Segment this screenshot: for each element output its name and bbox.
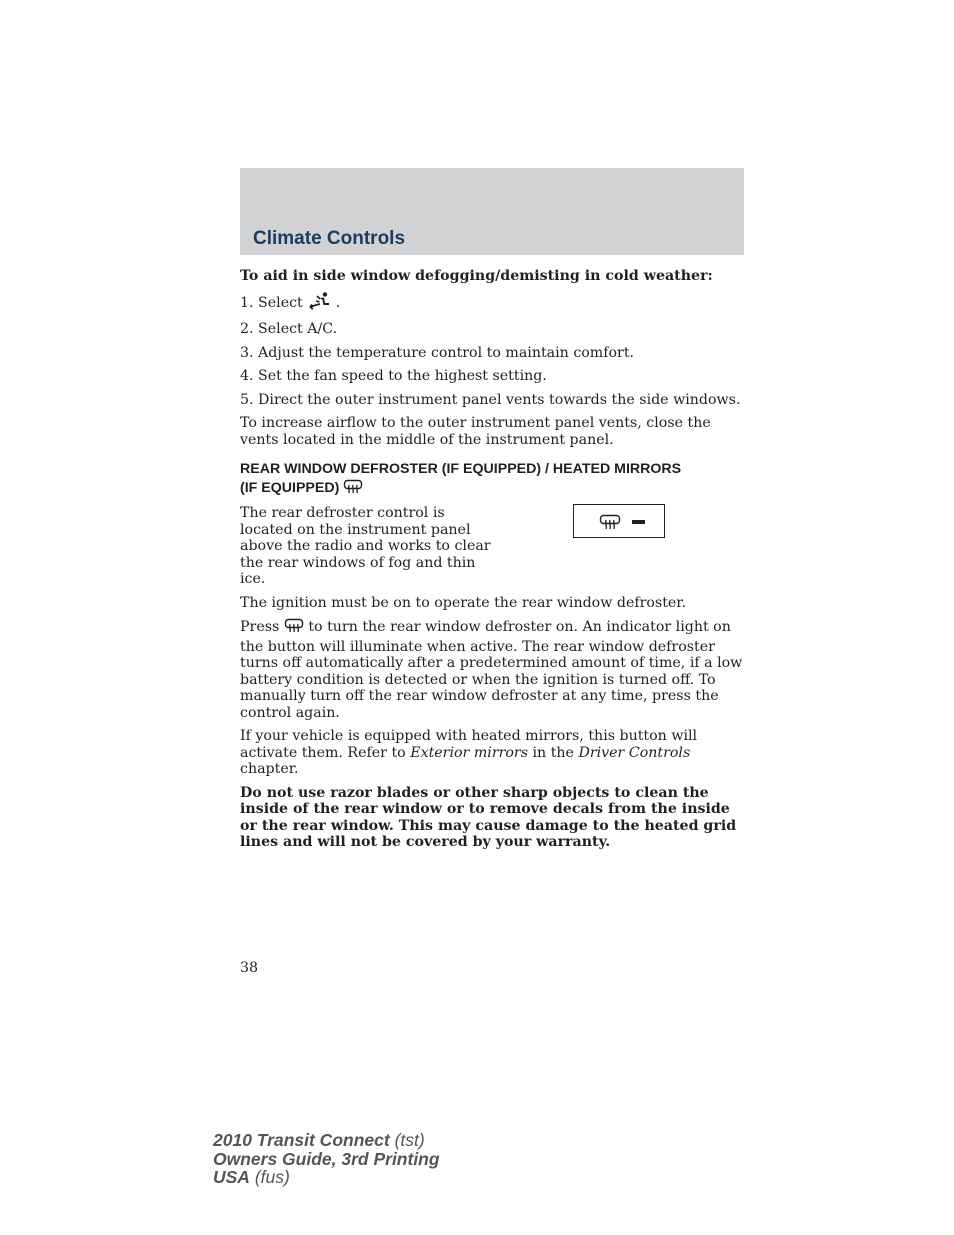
step-5: 5. Direct the outer instrument panel vents towards the side windows. xyxy=(240,391,741,408)
floor-defrost-mode-icon xyxy=(307,292,331,315)
chapter-header-band xyxy=(240,168,744,255)
intro-heading: To aid in side window defogging/demisting in cold weather: xyxy=(240,268,713,284)
footer-model-code: (tst) xyxy=(394,1130,425,1150)
warning-paragraph: Do not use razor blades or other sharp objects to clean the inside of the rear window or to remove decals from the inside or the rear window. This may cause damage to the heated grid lines and will not be covered by your warranty. xyxy=(240,784,737,850)
section-heading-line-2: (IF EQUIPPED) xyxy=(240,479,340,496)
indicator-light-icon xyxy=(632,520,645,524)
footer-market: USA xyxy=(213,1167,250,1187)
mirrors-text-mid: in the xyxy=(532,744,574,761)
footer-line-1 xyxy=(213,1131,440,1150)
step-3: 3. Adjust the temperature control to maintain comfort. xyxy=(240,344,635,361)
ignition-paragraph: The ignition must be on to operate the rear window defroster. xyxy=(240,594,687,611)
press-text-start: Press xyxy=(240,619,280,635)
step-1 xyxy=(240,292,745,315)
press-paragraph xyxy=(240,618,745,721)
rear-defrost-icon xyxy=(284,618,304,639)
step-4: 4. Set the fan speed to the highest setting. xyxy=(240,368,547,384)
defroster-location-paragraph: The rear defroster control is located on the instrument panel above the radio and works to clear the rear windows of fog and thin ice. xyxy=(240,505,491,587)
exterior-mirrors-reference: Exterior mirrors xyxy=(410,744,528,761)
footer-line-2: Owners Guide, 3rd Printing xyxy=(213,1148,440,1169)
section-heading xyxy=(240,461,745,500)
footer-market-code: (fus) xyxy=(254,1167,290,1187)
mirrors-text-start: If your vehicle is equipped with heated mirrors, this button will activate them. Refer to xyxy=(240,728,698,761)
page-content xyxy=(240,268,745,851)
press-text-rest: to turn the rear window defroster on. An indicator light on the button will illuminate when active. The rear window defroster turns off automatically after a predetermined amount of time, if a low battery condition is detected or when the ignition is turned off. To manually turn off the rear window defroster at any time, press the control again. xyxy=(240,619,743,721)
rear-defrost-icon xyxy=(343,479,363,501)
document-footer xyxy=(213,1131,440,1187)
rear-defrost-icon xyxy=(599,514,621,536)
page-number: 38 xyxy=(240,960,259,976)
footer-model: 2010 Transit Connect xyxy=(213,1130,390,1150)
chapter-title: Climate Controls xyxy=(253,228,406,249)
heated-mirrors-paragraph xyxy=(240,728,745,778)
step-1-period: . xyxy=(335,294,341,311)
rear-defroster-button-illustration xyxy=(573,504,665,538)
airflow-paragraph: To increase airflow to the outer instrument panel vents, close the vents located in the middle of the instrument panel. xyxy=(240,415,711,448)
step-2: 2. Select A/C. xyxy=(240,321,338,337)
defroster-location-row xyxy=(240,505,745,588)
driver-controls-reference: Driver Controls xyxy=(578,744,691,761)
section-heading-line-1: REAR WINDOW DEFROSTER (IF EQUIPPED) / HEATED MIRRORS xyxy=(240,461,682,477)
step-1-text: 1. Select xyxy=(240,294,303,311)
mirrors-text-end: chapter. xyxy=(240,761,299,777)
footer-line-3 xyxy=(213,1168,440,1187)
